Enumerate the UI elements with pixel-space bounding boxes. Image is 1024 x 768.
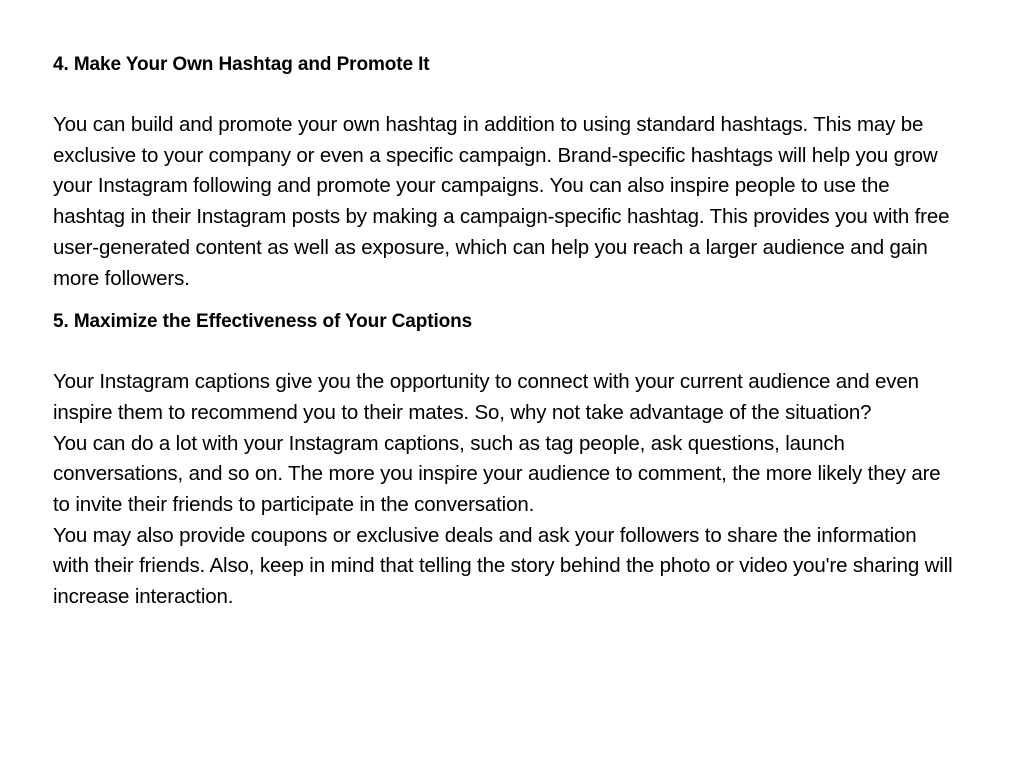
slide-content — [53, 50, 953, 613]
section-paragraph-captions-3: You may also provide coupons or exclusive deals and ask your followers to share the information with their friends. Also, keep in mind that telling the story behind the photo or video you're sharing will increase interaction. — [53, 523, 953, 609]
spacer — [53, 337, 953, 367]
section-paragraph-hashtag: You can build and promote your own hashtag in addition to using standard hashtags. This may be exclusive to your company or even a specific campaign. Brand-specific hashtags will help you grow your Instagram following and promote your campaigns. You can also inspire people to use the hashtag in their Instagram posts by making a campaign-specific hashtag. This provides you with free user-generated content as well as exposure, which can help you reach a larger audience and gain more followers. — [53, 113, 950, 290]
section-paragraph-captions-2: You can do a lot with your Instagram captions, such as tag people, ask questions, launch conversations, and so on. The more you inspire your audience to comment, the more likely they are to invite their friends to participate in the conversation. — [53, 431, 941, 517]
spacer — [53, 80, 953, 110]
section-heading-captions: 5. Maximize the Effectiveness of Your Captions — [53, 311, 473, 333]
spacer — [53, 294, 953, 307]
section-heading-hashtag: 4. Make Your Own Hashtag and Promote It — [53, 54, 430, 75]
section-paragraph-captions-1: Your Instagram captions give you the opportunity to connect with your current audience and even inspire them to recommend you to their mates. So, why not take advantage of the situation? — [53, 370, 919, 424]
